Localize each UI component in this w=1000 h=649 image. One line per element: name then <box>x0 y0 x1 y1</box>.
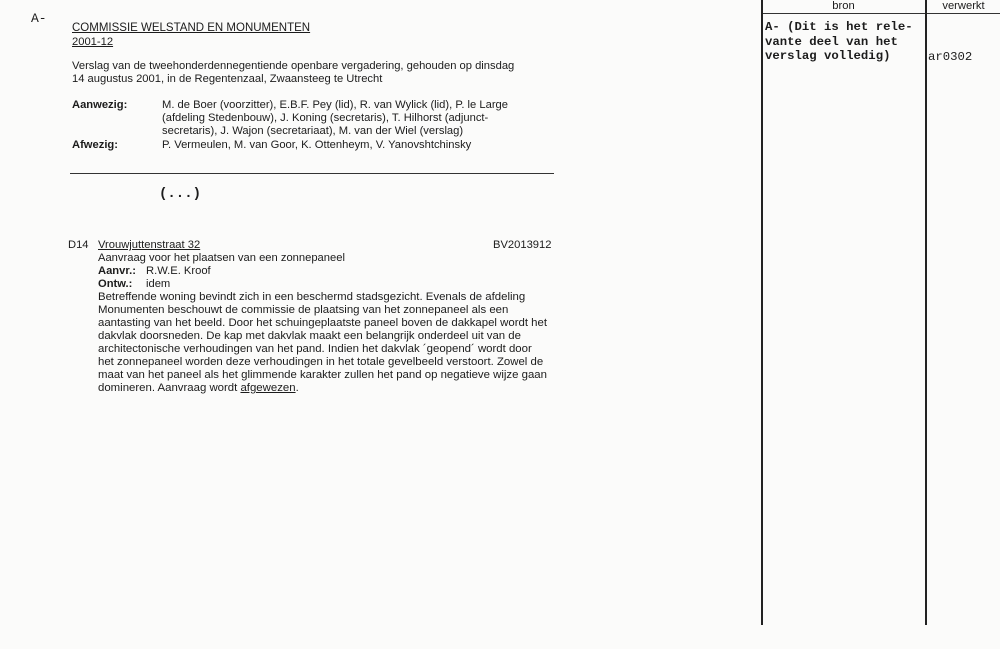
body-line: Monumenten beschouwt de commissie de plaatsing van het zonnepaneel als een <box>98 304 509 316</box>
decision-prefix: domineren. Aanvraag wordt <box>98 382 241 394</box>
present-list <box>162 99 508 138</box>
designer-label: Ontw.: <box>98 278 133 290</box>
side-table-left-border <box>761 0 763 625</box>
bron-note-line: A- (Dit is het rele- <box>765 20 913 34</box>
body-line: dakvlak doorsneden. De kap met dakvlak maakt een belangrijk onderdeel uit van de <box>98 330 521 342</box>
item-request: Aanvraag voor het plaatsen van een zonnepaneel <box>98 252 345 264</box>
omission-ellipsis: (...) <box>159 186 202 202</box>
body-line: het zonnepaneel worden deze verhoudingen in het totale gevelbeeld verstoort. Zowel de <box>98 356 544 368</box>
bron-note-line: verslag volledig) <box>765 49 891 63</box>
document-title: COMMISSIE WELSTAND EN MONUMENTEN <box>72 22 311 34</box>
margin-mark: A- <box>31 11 47 26</box>
absent-list: P. Vermeulen, M. van Goor, K. Ottenheym, V. Yanovshtchinsky <box>162 139 472 151</box>
item-code: D14 <box>68 239 89 251</box>
meeting-number: 2001-12 <box>72 36 114 48</box>
bron-note-line: vante deel van het <box>765 34 898 49</box>
body-last-line <box>98 382 547 395</box>
body-line: architectonische verhoudingen van het pand. Indien het dakvlak ´geopend´ wordt door <box>98 343 532 355</box>
section-divider <box>70 173 554 174</box>
present-label: Aanwezig: <box>72 99 128 111</box>
side-table-header-rule <box>762 13 1000 14</box>
column-header-bron: bron <box>832 0 855 12</box>
item-body <box>98 291 547 395</box>
verwerkt-value: ar0302 <box>928 50 973 64</box>
present-line: (afdeling Stedenbouw), J. Koning (secretaris), T. Hilhorst (adjunct- <box>162 112 489 124</box>
designer-value: idem <box>146 278 171 290</box>
present-line: secretaris), J. Wajon (secretariaat), M. van der Wiel (verslag) <box>162 125 464 137</box>
applicant-label: Aanvr.: <box>98 265 136 277</box>
bron-note <box>765 20 913 64</box>
absent-label: Afwezig: <box>72 139 118 151</box>
item-reference: BV2013912 <box>493 239 552 251</box>
intro-paragraph <box>72 60 514 86</box>
item-address: Vrouwjuttenstraat 32 <box>98 239 201 251</box>
decision-suffix: . <box>295 382 299 394</box>
present-line: M. de Boer (voorzitter), E.B.F. Pey (lid), R. van Wylick (lid), P. le Large <box>162 99 508 111</box>
applicant-value: R.W.E. Kroof <box>146 265 211 277</box>
column-header-verwerkt: verwerkt <box>942 0 985 12</box>
body-line: aantasting van het beeld. Door het schuingeplaatste paneel boven de dakkapel wordt het <box>98 317 547 329</box>
side-table-column-divider <box>925 0 927 625</box>
intro-line: 14 augustus 2001, in de Regentenzaal, Zwaansteeg te Utrecht <box>72 73 383 85</box>
decision-value: afgewezen <box>240 382 296 394</box>
body-line: maat van het paneel als het glimmende karakter zullen het pand op negatieve wijze gaan <box>98 369 547 381</box>
intro-line: Verslag van de tweehonderdennegentiende openbare vergadering, gehouden op dinsdag <box>72 60 515 72</box>
body-line: Betreffende woning bevindt zich in een beschermd stadsgezicht. Evenals de afdeling <box>98 291 526 303</box>
